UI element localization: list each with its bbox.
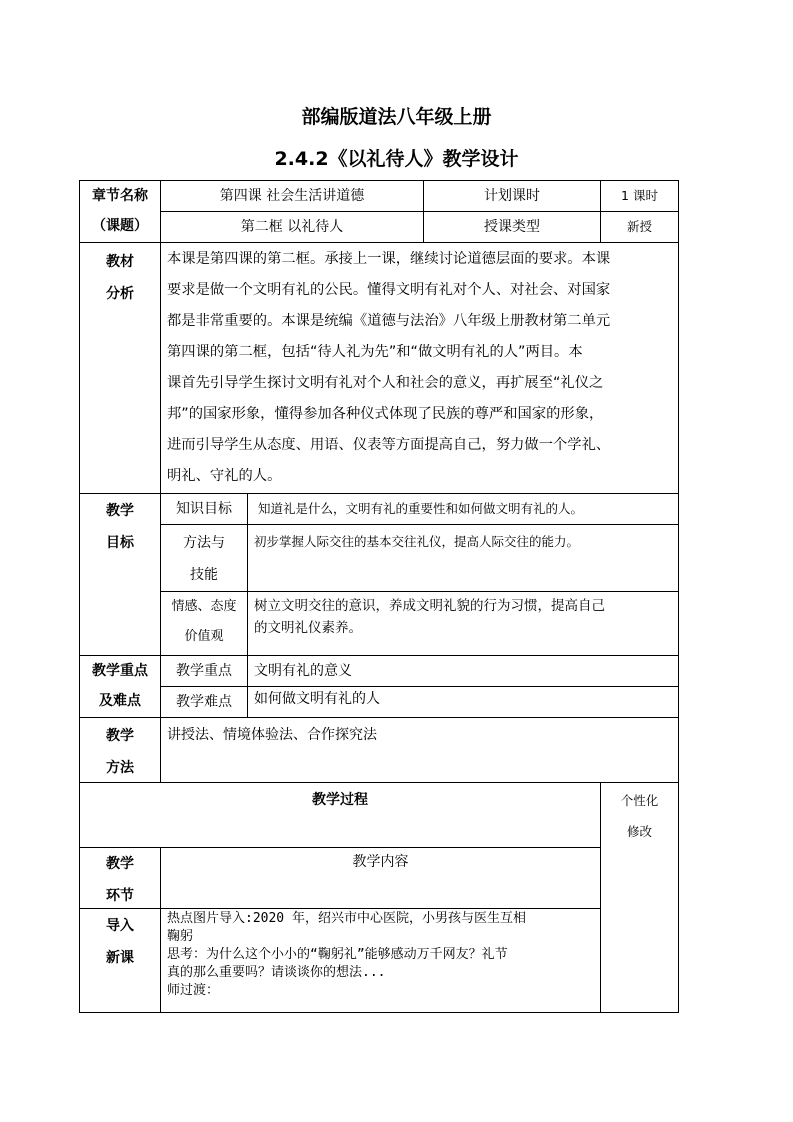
methods-label-line2: 方法 (106, 760, 134, 776)
goals-label-line1: 教学 (106, 503, 134, 519)
hours-label: 计划课时 (484, 188, 540, 204)
methods-text: 讲授法、情境体验法、合作探究法 (167, 727, 377, 743)
intro-line: 师过渡： (167, 983, 220, 998)
method-text: 初步掌握人际交往的基本交往礼仪，提高人际交往的能力。 (254, 534, 580, 549)
analysis-line: 本课是第四课的第二框。承接上一课，继续讨论道德层面的要求。本课 (167, 251, 611, 267)
process-header-cell (79, 782, 601, 848)
document-subtitle: 2.4.2《以礼待人》教学设计 (274, 148, 519, 170)
process-header: 教学过程 (312, 792, 368, 808)
goals-label-cell (79, 493, 161, 656)
hours-value: 1 课时 (621, 188, 658, 203)
emotion-label-line1: 情感、态度 (171, 599, 237, 614)
method-text-cell (247, 524, 679, 592)
method-label-line1: 方法与 (183, 535, 225, 551)
type-label-cell (423, 211, 601, 243)
methods-label-cell (79, 717, 161, 783)
knowledge-text: 知道礼是什么，文明有礼的重要性和如何做文明有礼的人。 (258, 501, 584, 516)
personal-edit-line1: 个性化 (620, 793, 659, 808)
keypoints-label-cell (79, 655, 161, 718)
keypoints-label-line2: 及难点 (99, 693, 141, 709)
method-label-cell (160, 524, 248, 592)
intro-text-cell (160, 908, 601, 1013)
chapter-label-cell (79, 180, 161, 243)
methods-label-line1: 教学 (106, 728, 134, 744)
intro-line: 鞠躬 (167, 929, 194, 944)
emotion-text-cell (247, 591, 679, 656)
intro-label-cell (79, 908, 161, 1013)
method-label-line2: 技能 (190, 567, 218, 583)
difficulty-text: 如何做文明有礼的人 (254, 691, 380, 707)
lesson-name: 第四课 社会生活讲道德 (219, 188, 365, 204)
difficulty-label: 教学难点 (176, 694, 232, 710)
key-label-cell (160, 655, 248, 687)
stage-label-line2: 环节 (106, 888, 134, 904)
difficulty-label-cell (160, 686, 248, 718)
emotion-text-line2: 的文明礼仪素养。 (254, 620, 362, 636)
analysis-line: 第四课的第二框，包括“待人礼为先”和“做文明有礼的人”两目。本 (167, 344, 583, 360)
lesson-name-cell (160, 180, 424, 212)
analysis-label-line1: 教材 (106, 254, 134, 270)
analysis-line: 课首先引导学生探讨文明有礼对个人和社会的意义，再扩展至“礼仪之 (167, 375, 604, 391)
analysis-line: 进而引导学生从态度、用语、仪表等方面提高自己，努力做一个学礼、 (167, 437, 611, 453)
document-title: 部编版道法八年级上册 (301, 106, 492, 128)
analysis-line: 要求是做一个文明有礼的公民。懂得文明有礼对个人、对社会、对国家 (167, 282, 611, 298)
chapter-label-line1: 章节名称 (92, 188, 148, 204)
emotion-text-line1: 树立文明交往的意识，养成文明礼貌的行为习惯，提高自己 (254, 598, 605, 614)
analysis-line: 邦”的国家形象，懂得参加各种仪式体现了民族的尊严和国家的形象， (167, 406, 604, 422)
stage-label-line1: 教学 (106, 856, 134, 872)
personal-edit-cell (600, 782, 679, 1013)
key-text-cell (247, 655, 679, 687)
type-value-cell (600, 211, 679, 243)
analysis-text-cell (160, 242, 679, 494)
hours-value-cell (600, 180, 679, 212)
key-text: 文明有礼的意义 (254, 663, 352, 679)
section-name: 第二框 以礼待人 (240, 219, 344, 235)
stage-label-cell (79, 847, 161, 909)
keypoints-label-line1: 教学重点 (92, 663, 148, 679)
analysis-label-cell (79, 242, 161, 494)
intro-label-line1: 导入 (106, 918, 134, 934)
knowledge-label-cell (160, 493, 248, 525)
emotion-label-cell (160, 591, 248, 656)
methods-text-cell (160, 717, 679, 783)
knowledge-label: 知识目标 (176, 501, 232, 517)
difficulty-text-cell (247, 686, 679, 718)
analysis-line: 都是非常重要的。本课是统编《道德与法治》八年级上册教材第二单元 (167, 313, 611, 329)
intro-line: 热点图片导入:2020 年，绍兴市中心医院，小男孩与医生互相 (167, 911, 526, 926)
section-name-cell (160, 211, 424, 243)
personal-edit-line2: 修改 (626, 824, 652, 839)
analysis-label-line2: 分析 (106, 286, 134, 302)
type-label: 授课类型 (484, 219, 540, 235)
intro-label-line2: 新课 (106, 950, 134, 966)
chapter-label-line2: （课题） (92, 218, 148, 234)
emotion-label-line2: 价值观 (184, 629, 224, 644)
type-value: 新授 (626, 219, 652, 234)
analysis-line: 明礼、守礼的人。 (167, 468, 282, 484)
key-label: 教学重点 (176, 663, 232, 679)
content-header-cell (160, 847, 601, 909)
knowledge-text-cell (247, 493, 679, 525)
goals-label-line2: 目标 (106, 535, 134, 551)
content-header: 教学内容 (352, 854, 409, 870)
hours-label-cell (423, 180, 601, 212)
intro-line: 真的那么重要吗？请谈谈你的想法... (167, 965, 386, 980)
intro-line: 思考：为什么这个小小的“鞠躬礼”能够感动万千网友？礼节 (167, 947, 508, 962)
